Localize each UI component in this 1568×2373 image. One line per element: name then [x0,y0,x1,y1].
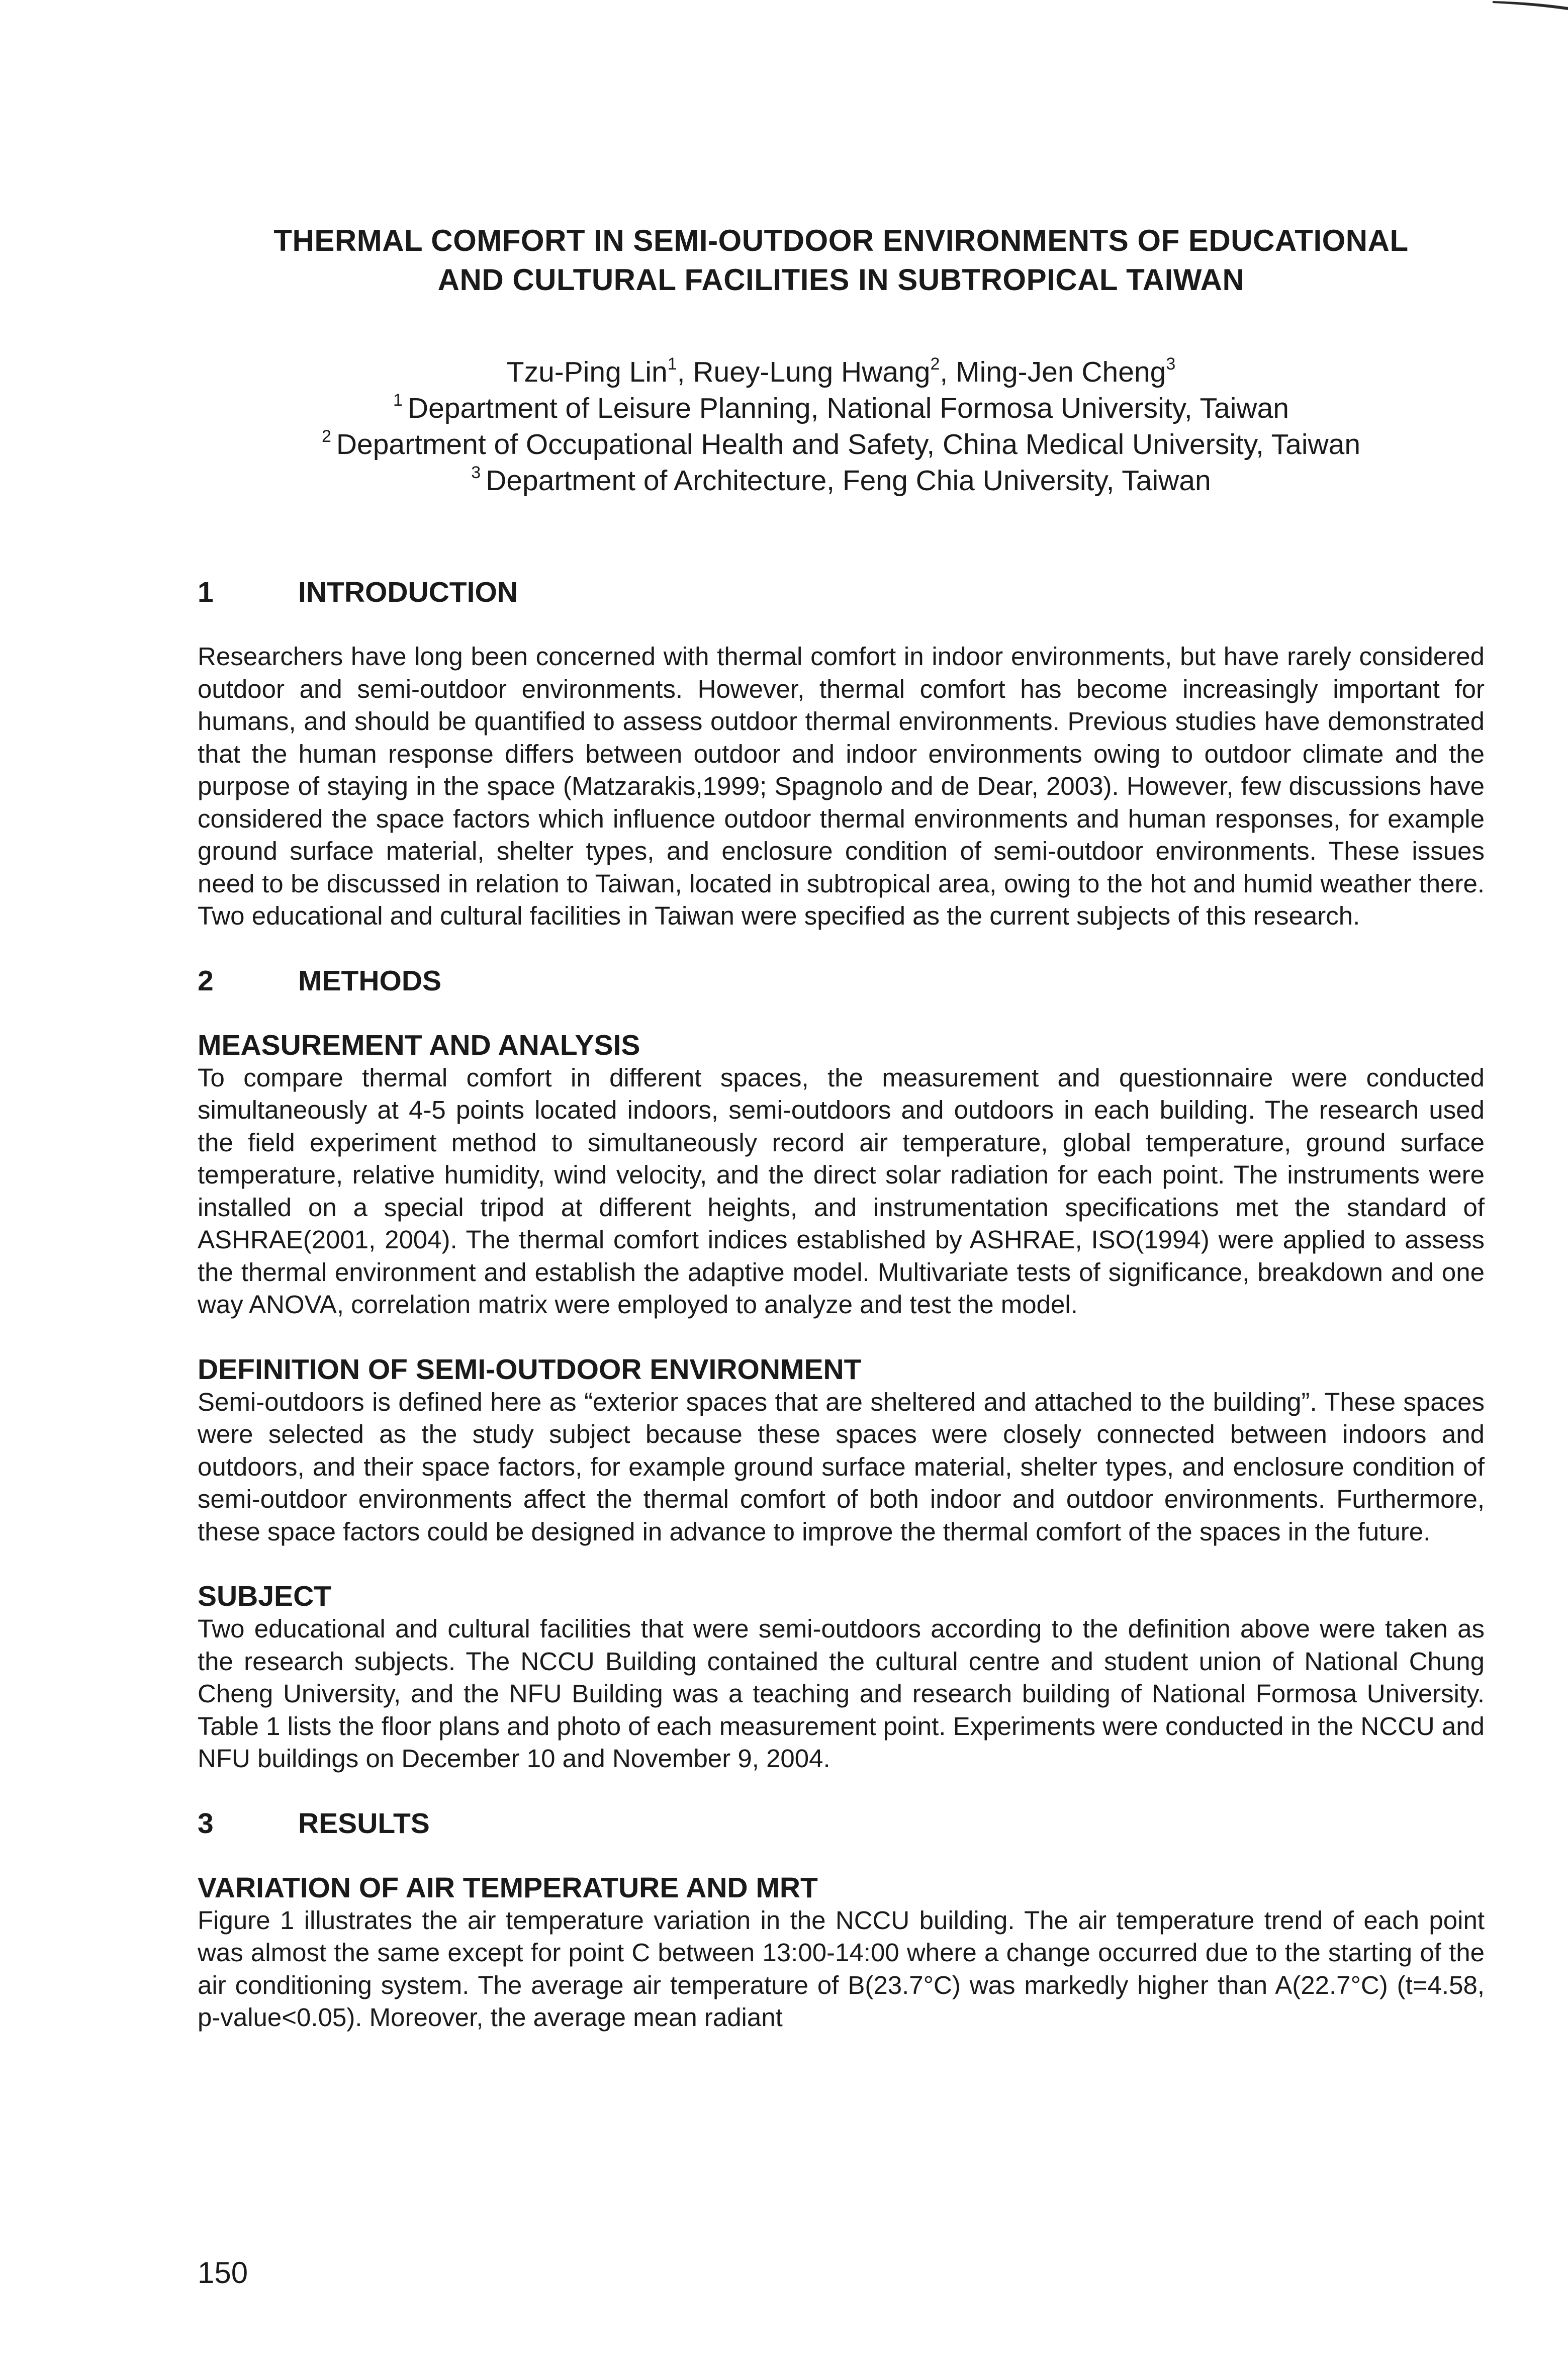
section-title: RESULTS [298,1807,430,1840]
author-superscript: 2 [930,354,940,374]
introduction-paragraph: Researchers have long been concerned with thermal comfort in indoor environments, but have rarely considered outdoor and semi-outdoor environments. However, thermal comfort has become increasingly important for humans, and should be quantified to assess outdoor thermal environments. Previous studies have demonstrated that the human response differs between outdoor and indoor environments owing to outdoor climate and the purpose of staying in the space (Matzarakis,1999; Spagnolo and de Dear, 2003). However, few discussions have considered the space factors which influence outdoor thermal environments and human responses, for example ground surface material, shelter types, and enclosure condition of semi-outdoor environments. These issues need to be discussed in relation to Taiwan, located in subtropical area, owing to the hot and humid weather there. Two educational and cultural facilities in Taiwan were specified as the current subjects of this research. [198,642,1485,930]
subject-paragraph: Two educational and cultural facilities that were semi-outdoors according to the definition above were taken as the research subjects. The NCCU Building contained the cultural centre and student union of National Chung Cheng University, and the NFU Building was a teaching and research building of National Formosa University. Table 1 lists the floor plans and photo of each measurement point. Experiments were conducted in the NCCU and NFU buildings on December 10 and November 9, 2004. [198,1614,1485,1773]
variation-paragraph: Figure 1 illustrates the air temperature variation in the NCCU building. The air temperature trend of each point was almost the same except for point C between 13:00-14:00 where a change occurred due to the starting of the air conditioning system. The average air temperature of B(23.7°C) was markedly higher than A(22.7°C) (t=4.58, p-value<0.05). Moreover, the average mean radiant [198,1905,1485,2032]
affiliation-text: Department of Leisure Planning, National Formosa University, Taiwan [407,392,1289,424]
author-name: Ruey-Lung Hwang [693,356,931,388]
author-name: Tzu-Ping Lin [506,356,668,388]
affiliation-text: Department of Architecture, Feng Chia University, Taiwan [486,465,1211,497]
measurement-paragraph: To compare thermal comfort in different spaces, the measurement and questionnaire were conducted simultaneously at 4-5 points located indoors, semi-outdoors and outdoors in each building. The research used the field experiment method to simultaneously record air temperature, global temperature, ground surface temperature, relative humidity, wind velocity, and the direct solar radiation for each point. The instruments were installed on a special tripod at different heights, and instrumentation specifications met the standard of ASHRAE(2001, 2004). The thermal comfort indices established by ASHRAE, ISO(1994) were applied to assess the thermal environment and establish the adaptive model. Multivariate tests of significance, breakdown and one way ANOVA, correlation matrix were employed to analyze and test the model. [198,1063,1485,1319]
section-number: 3 [198,1807,214,1840]
affiliation-3 [198,463,1485,499]
affiliation-1 [198,390,1485,426]
author-superscript: 3 [1166,354,1176,374]
scan-edge-mark [1493,0,1568,10]
title-line-2: AND CULTURAL FACILITIES IN SUBTROPICAL TAIWAN [437,263,1245,297]
definition-paragraph: Semi-outdoors is defined here as “exterior spaces that are sheltered and attached to the building”. These spaces were selected as the study subject because these spaces were closely connected between indoors and outdoors, and their space factors, for example ground surface material, shelter types, and enclosure condition of semi-outdoor environments affect the thermal comfort of both indoor and outdoor environments. Furthermore, these space factors could be designed in advance to improve the thermal comfort of the spaces in the future. [198,1387,1485,1546]
section-number: 1 [198,576,214,608]
section-title: INTRODUCTION [298,576,518,608]
author-separator: , [677,356,693,388]
title-line-1: THERMAL COMFORT IN SEMI-OUTDOOR ENVIRONMENTS OF EDUCATIONAL [273,224,1409,257]
affiliation-superscript: 3 [471,463,481,482]
subheading-measurement: MEASUREMENT AND ANALYSIS [198,1029,640,1061]
affiliation-text: Department of Occupational Health and Safety, China Medical University, Taiwan [336,428,1361,461]
page-number: 150 [198,2256,248,2290]
author-name: Ming-Jen Cheng [956,356,1166,388]
paper-title [198,221,1485,300]
subheading-variation: VARIATION OF AIR TEMPERATURE AND MRT [198,1871,818,1904]
affiliation-superscript: 1 [393,391,403,410]
affiliation-superscript: 2 [321,427,331,446]
section-heading-introduction [198,574,1485,610]
subheading-definition: DEFINITION OF SEMI-OUTDOOR ENVIRONMENT [198,1353,862,1386]
section-number: 2 [198,964,214,997]
section-heading-methods [198,963,1485,999]
affiliation-2 [198,426,1485,463]
subheading-subject: SUBJECT [198,1580,332,1612]
author-superscript: 1 [667,354,677,374]
paper-content [198,221,1485,2034]
author-separator: , [940,356,956,388]
section-heading-results [198,1805,1485,1842]
author-list [198,354,1485,390]
section-title: METHODS [298,964,441,997]
